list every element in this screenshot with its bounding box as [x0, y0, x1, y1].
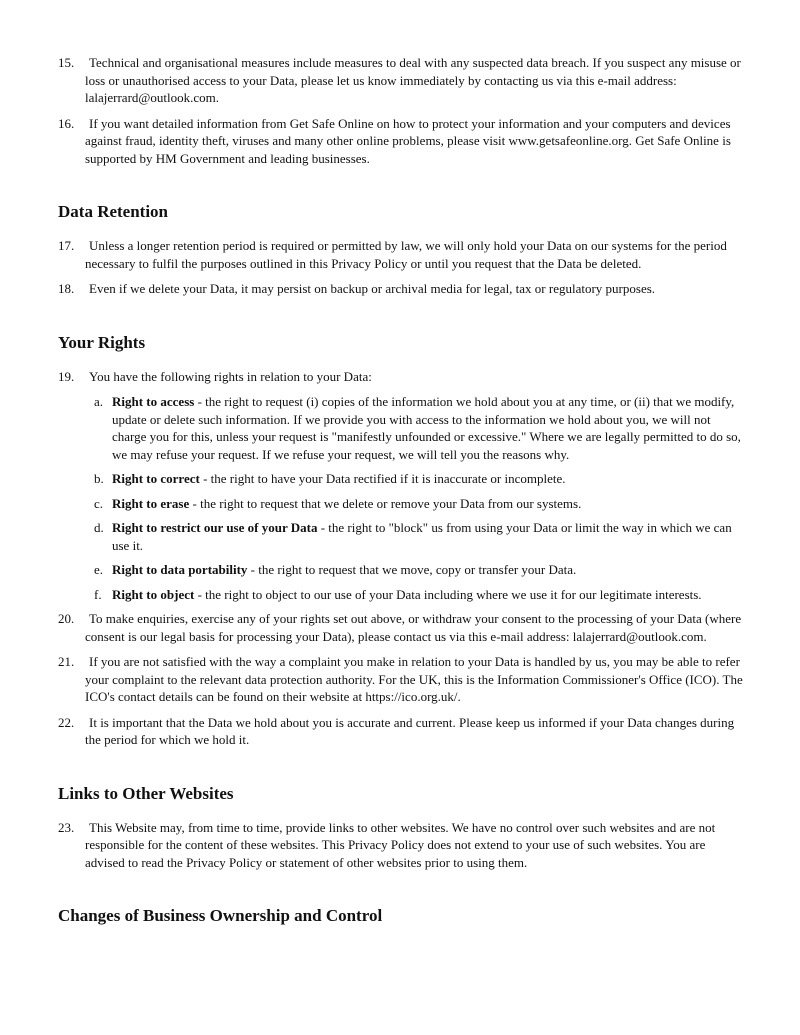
item-number: 23. — [58, 819, 75, 835]
sub-item-letter: e. — [94, 562, 104, 577]
item-text: Technical and organisational measures include measures to deal with any suspected data breach. If you suspect any misuse or loss or unauthorised access to your Data, please let us know immediately by contacting us via this e-mail address: lalajerrard@outlook.com. — [85, 55, 741, 105]
heading-your-rights: Your Rights — [58, 332, 146, 352]
right-description: - the right to object to our use of your Data including where we use it for our legitimate interests. — [194, 586, 702, 602]
right-title: Right to object — [112, 586, 195, 602]
sub-item-right-to-erase — [94, 495, 748, 513]
list-item — [58, 115, 748, 168]
sub-item-right-to-access — [94, 393, 748, 463]
item-text: This Website may, from time to time, provide links to other websites. We have no control over such websites and are not responsible for the content of these websites. This Privacy Policy does not extend to your use of such websites. You are advised to read the Privacy Policy or statement of other websites prior to using them. — [85, 819, 716, 870]
sub-item-right-to-correct — [94, 470, 748, 488]
heading-data-retention: Data Retention — [58, 202, 169, 221]
right-description: - the right to request that we delete or remove your Data from our systems. — [189, 495, 582, 511]
list-item — [58, 819, 748, 872]
item-number: 18. — [58, 281, 75, 296]
item-number: 15. — [58, 55, 75, 70]
item-text: If you want detailed information from Get Safe Online on how to protect your information and your computers and devices against fraud, identity theft, viruses and many other online problems, please visit www.getsafeonline.org. Get Safe Online is supported by HM Government and leading businesses. — [85, 115, 731, 166]
item-text: Unless a longer retention period is required or permitted by law, we will only hold your Data on our systems for the period necessary to fulfil the purposes outlined in this Privacy Policy or until you request that the Data be deleted. — [85, 238, 727, 271]
right-title: Right to access — [112, 394, 195, 409]
list-item — [58, 368, 748, 386]
item-text: To make enquiries, exercise any of your rights set out above, or withdraw your consent to the processing of your Data (where consent is our legal basis for processing your Data), please contact us via this e-mail address: lalajerrard@outlook.com. — [85, 611, 742, 644]
item-number: 16. — [58, 115, 75, 131]
item-number: 22. — [58, 714, 75, 730]
heading-changes-of-business-ownership: Changes of Business Ownership and Control — [58, 906, 383, 925]
item-text: If you are not satisfied with the way a complaint you make in relation to your Data is handled by us, you may be able to refer your complaint to the relevant data protection authority. For the UK, this is the Information Commissioner's Office (ICO). The ICO's contact details can be found on their website at https://ico.org.uk/. — [85, 654, 743, 704]
item-text: Even if we delete your Data, it may persist on backup or archival media for legal, tax or regulatory purposes. — [89, 281, 656, 296]
list-item — [58, 280, 748, 298]
list-item — [58, 54, 748, 107]
right-description: - the right to "block" us from using your Data or limit the way in which we can use it. — [112, 520, 732, 553]
sub-item-letter: d. — [94, 520, 104, 535]
list-item — [58, 714, 748, 749]
item-number: 19. — [58, 368, 75, 384]
item-text: It is important that the Data we hold about you is accurate and current. Please keep us informed if your Data changes during the period for which we hold it. — [85, 714, 735, 747]
right-description: - the right to have your Data rectified if it is inaccurate or incomplete. — [199, 471, 566, 486]
right-description: - the right to request that we move, copy or transfer your Data. — [247, 562, 577, 577]
right-title: Right to correct — [112, 471, 200, 486]
sub-item-right-to-data-portability — [94, 561, 748, 579]
list-item — [58, 237, 748, 272]
heading-links-to-other-websites: Links to Other Websites — [58, 783, 234, 803]
list-item — [58, 653, 748, 706]
item-number: 20. — [58, 611, 75, 626]
right-title: Right to erase — [112, 495, 190, 511]
sub-item-letter: a. — [94, 394, 104, 409]
sub-item-letter: b. — [94, 471, 104, 486]
right-description: - the right to request (i) copies of the information we hold about you at any time, or (ii) that we modify, update or delete such information. If we provide you with access to the information we hold about you, we will not charge you for this, unless your request is "manifestly unfounded or excessive." Where we are legally permitted to do so, we may refuse your request. If we refuse your request, we will tell you the reasons why. — [112, 394, 741, 462]
item-number: 17. — [58, 238, 75, 253]
document-page — [58, 54, 748, 927]
right-title: Right to restrict our use of your Data — [112, 520, 318, 535]
sub-item-right-to-object — [94, 586, 748, 604]
list-item — [58, 610, 748, 645]
item-number: 21. — [58, 654, 75, 669]
sub-item-right-to-restrict — [94, 519, 748, 554]
sub-item-letter: f. — [94, 586, 102, 602]
item-text: You have the following rights in relation to your Data: — [89, 368, 372, 384]
right-title: Right to data portability — [112, 562, 248, 577]
sub-item-letter: c. — [94, 495, 104, 511]
